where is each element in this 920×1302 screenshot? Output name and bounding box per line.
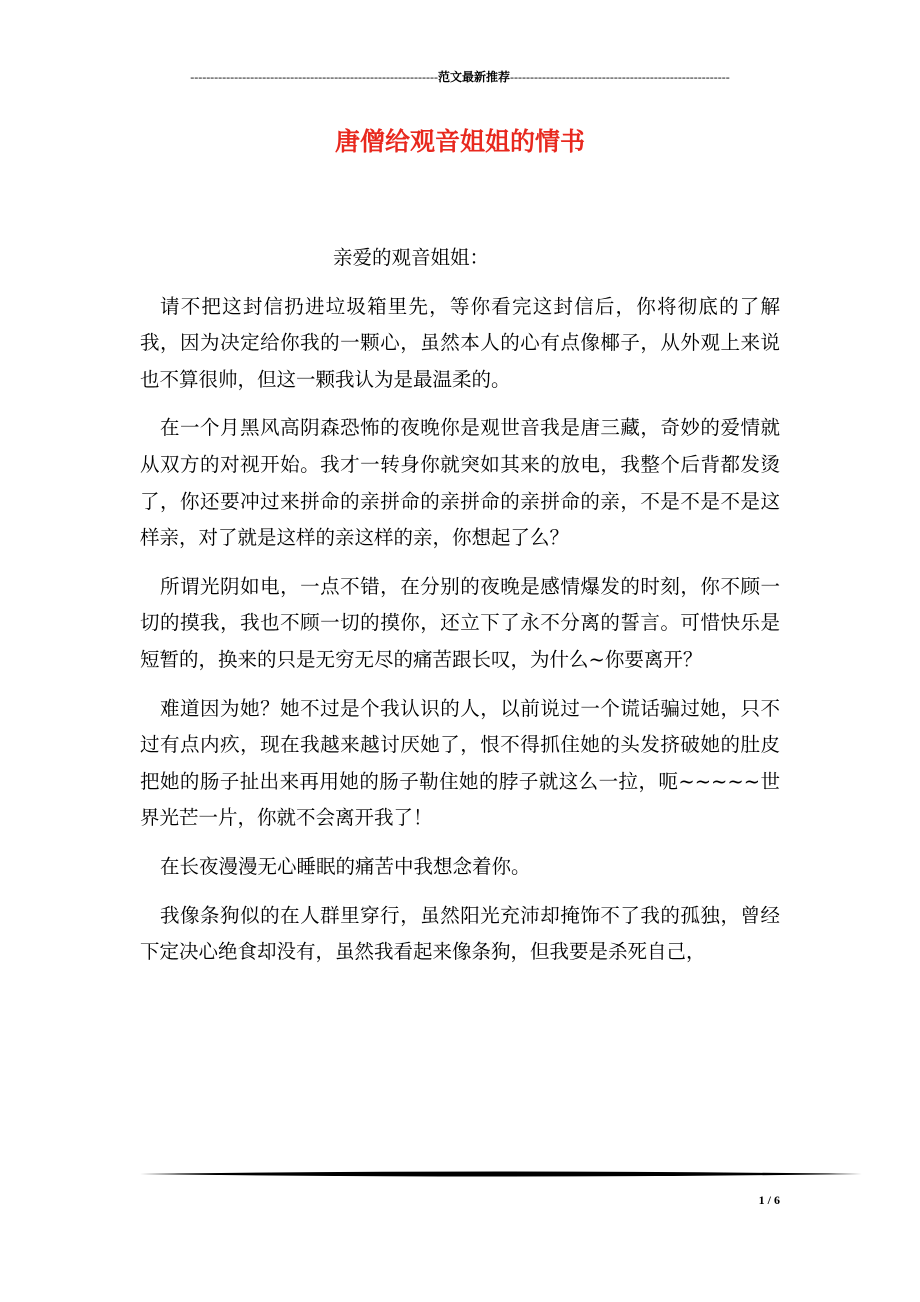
- footer-rule: [140, 1170, 862, 1178]
- salutation: 亲爱的观音姐姐：: [333, 246, 490, 269]
- header-dashes-right: -------------------------------------------------------: [509, 70, 730, 84]
- paragraph-4: 难道因为她？她不过是个我认识的人，以前说过一个谎话骗过她，只不过有点内疚，现在我越来越讨厌她了，恨不得抓住她的头发挤破她的肚皮把她的肠子扯出来再用她的肠子勒住她的脖子就这么一拉，呃~~~~~世界光芒一片，你就不会离开我了！: [140, 696, 780, 830]
- paragraph-5: 在长夜漫漫无心睡眠的痛苦中我想念着你。: [160, 854, 531, 878]
- page-header: [140, 68, 780, 85]
- paragraph-6: 我像条狗似的在人群里穿行，虽然阳光充沛却掩饰不了我的孤独，曾经下定决心绝食却没有，虽然我看起来像条狗，但我要是杀死自己，: [140, 903, 780, 964]
- paragraph-2: 在一个月黑风高阴森恐怖的夜晚你是观世音我是唐三藏，奇妙的爱情就从双方的对视开始。我才一转身你就突如其来的放电，我整个后背都发烫了，你还要冲过来拼命的亲拼命的亲拼命的亲拼命的亲，不是不是不是这样亲，对了就是这样的亲这样的亲，你想起了么？: [140, 416, 780, 550]
- header-label: 范文最新推荐: [437, 70, 510, 84]
- paragraph-1: 请不把这封信扔进垃圾箱里先，等你看完这封信后，你将彻底的了解我，因为决定给你我的一颗心，虽然本人的心有点像椰子，从外观上来说也不算很帅，但这一颗我认为是最温柔的。: [140, 294, 780, 391]
- header-dashes-left: --------------------------------------------------------------: [190, 70, 438, 84]
- paragraph-3: 所谓光阴如电，一点不错，在分别的夜晚是感情爆发的时刻，你不顾一切的摸我，我也不顾一切的摸你，还立下了永不分离的誓言。可惜快乐是短暂的，换来的只是无穷无尽的痛苦跟长叹，为什么~你要离开？: [140, 574, 780, 671]
- document-title: 唐僧给观音姐姐的情书: [334, 127, 585, 156]
- page-number: 1 / 6: [758, 1193, 780, 1207]
- document-body: [140, 240, 780, 983]
